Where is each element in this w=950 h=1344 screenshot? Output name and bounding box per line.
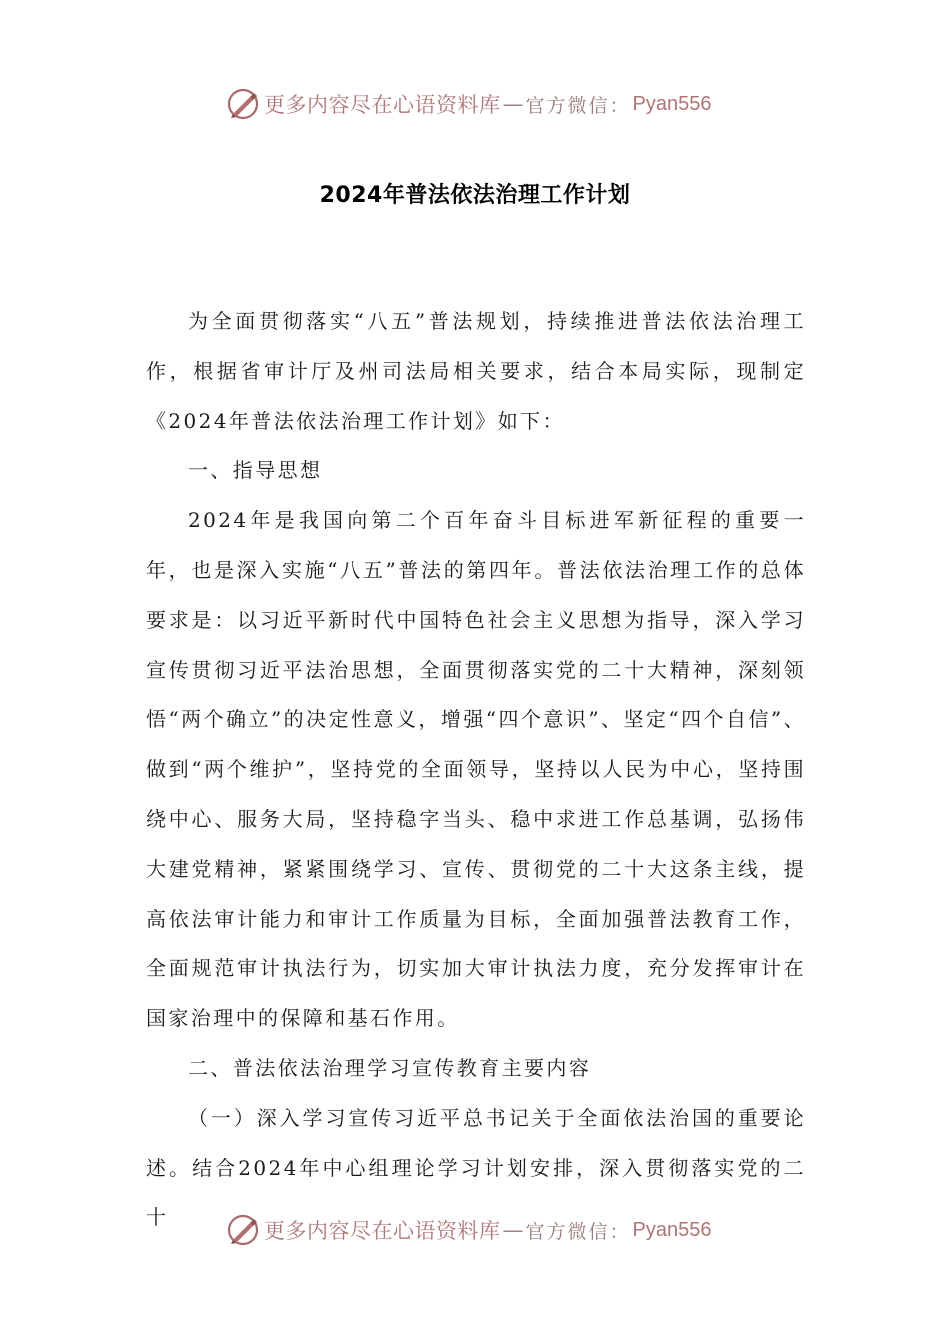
document-body bbox=[146, 297, 806, 1243]
watermark-wechat-label: 官方微信： bbox=[525, 1220, 631, 1243]
document-title: 2024年普法依法治理工作计划 bbox=[319, 183, 631, 208]
watermark-dash: — bbox=[502, 1218, 524, 1242]
subsection-paragraph-1: （一）深入学习宣传习近平总书记关于全面依法治国的重要论述。结合2024年中心组理论学习计划安排，深入贯彻落实党的二十 bbox=[146, 1105, 806, 1230]
watermark-wechat-label: 官方微信： bbox=[525, 94, 631, 117]
watermark-wechat-id: Pyan556 bbox=[632, 92, 712, 115]
pen-logo-icon bbox=[226, 1213, 260, 1247]
intro-paragraph: 为全面贯彻落实“八五”普法规划，持续推进普法依法治理工作，根据省审计厅及州司法局相关要求，结合本局实际，现制定《2024年普法依法治理工作计划》如下： bbox=[146, 309, 806, 433]
pen-logo-icon bbox=[226, 87, 260, 121]
watermark-site-name: 更多内容尽在心语资料库 bbox=[264, 1219, 501, 1243]
footer-watermark bbox=[226, 1210, 711, 1250]
watermark-dash: — bbox=[502, 92, 524, 116]
watermark-wechat-id: Pyan556 bbox=[632, 1218, 712, 1241]
section-heading-main-content: 二、普法依法治理学习宣传教育主要内容 bbox=[188, 1055, 592, 1080]
section-heading-guiding-ideology: 一、指导思想 bbox=[188, 458, 323, 483]
watermark-site-name: 更多内容尽在心语资料库 bbox=[264, 93, 501, 117]
header-watermark bbox=[226, 84, 711, 124]
guiding-ideology-paragraph: 2024年是我国向第二个百年奋斗目标进军新征程的重要一年，也是深入实施“八五”普法的第四年。普法依法治理工作的总体要求是：以习近平新时代中国特色社会主义思想为指导，深入学习宣传贯彻习近平法治思想，全面贯彻落实党的二十大精神，深刻领悟“两个确立”的决定性意义，增强“四个意识”、坚定“四个自信”、做到“两个维护”，坚持党的全面领导，坚持以人民为中心，坚持围绕中心、服务大局，坚持稳字当头、稳中求进工作总基调，弘扬伟大建党精神，紧紧围绕学习、宣传、贯彻党的二十大这条主线，提高依法审计能力和审计工作质量为目标，全面加强普法教育工作，全面规范审计执法行为，切实加大审计执法力度，充分发挥审计在国家治理中的保障和基石作用。 bbox=[146, 508, 806, 1031]
